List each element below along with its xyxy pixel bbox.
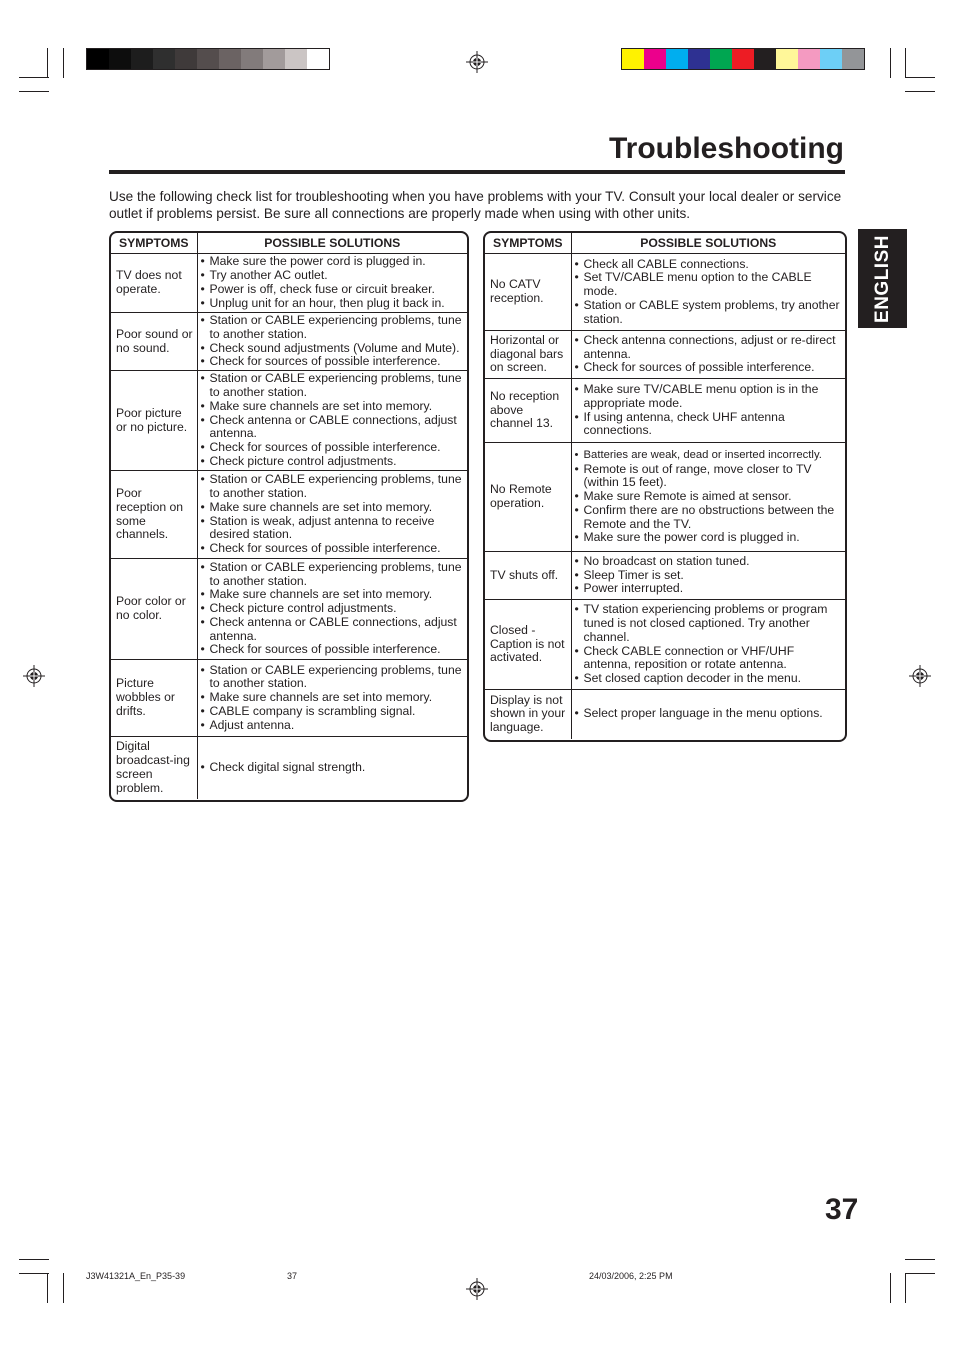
solution-item: • Check digital signal strength. (201, 761, 465, 775)
solutions-cell (197, 660, 467, 737)
solutions-list (198, 561, 468, 658)
solution-item: • TV station experiencing problems or program tuned is not closed captioned. Try another channel. (575, 603, 843, 644)
solutions-list (572, 603, 846, 686)
crop-mark (890, 1273, 891, 1303)
symptoms-header: SYMPTOMS (111, 233, 197, 254)
table-row (111, 254, 467, 313)
crop-mark (905, 1273, 906, 1303)
symptom-cell: Poor picture or no picture. (111, 371, 197, 471)
solution-item: • Check for sources of possible interference. (201, 542, 465, 556)
solution-item: • Adjust antenna. (201, 719, 465, 733)
symptom-cell: Poor reception on some channels. (111, 471, 197, 559)
color-swatch (798, 49, 820, 69)
table-row (485, 331, 845, 379)
table-row (485, 690, 845, 739)
color-swatch (644, 49, 666, 69)
solutions-header: POSSIBLE SOLUTIONS (197, 233, 467, 254)
color-swatch (263, 49, 285, 69)
symptom-cell: Digital broadcast-ing screen problem. (111, 737, 197, 799)
solutions-list (198, 314, 468, 369)
registration-mark-icon (23, 665, 45, 687)
crop-mark (47, 48, 48, 78)
color-swatch (710, 49, 732, 69)
color-swatch (842, 49, 864, 69)
color-swatch (87, 49, 109, 69)
table-row (485, 254, 845, 331)
solution-item: • Check for sources of possible interference. (201, 355, 465, 369)
language-tab (858, 229, 907, 328)
solution-item: • Power interrupted. (575, 582, 843, 596)
solutions-cell (197, 737, 467, 799)
color-swatch (307, 49, 329, 69)
crop-mark (63, 1273, 64, 1303)
table-row (111, 660, 467, 737)
crop-mark (905, 1259, 935, 1260)
solution-item: • Station or CABLE experiencing problems, tune to another station. (201, 314, 465, 342)
crop-mark (19, 77, 49, 78)
grayscale-bar (86, 48, 330, 70)
crop-mark (905, 1273, 935, 1274)
crop-mark (905, 91, 935, 92)
symptom-cell: TV does not operate. (111, 254, 197, 313)
solution-item: • Make sure Remote is aimed at sensor. (575, 490, 843, 504)
color-swatch (219, 49, 241, 69)
solution-item: • Station or CABLE experiencing problems, tune to another station. (201, 372, 465, 400)
solution-item: • Make sure TV/CABLE menu option is in the appropriate mode. (575, 383, 843, 411)
color-swatch (776, 49, 798, 69)
crop-mark (47, 1273, 48, 1303)
solution-item: • Station or CABLE experiencing problems, tune to another station. (201, 664, 465, 692)
title-rule (109, 170, 845, 174)
solution-item: • No broadcast on station tuned. (575, 555, 843, 569)
solution-item: • Try another AC outlet. (201, 269, 465, 283)
symptom-cell: Poor sound or no sound. (111, 313, 197, 371)
color-swatch (285, 49, 307, 69)
solution-item: • Station or CABLE experiencing problems, tune to another station. (201, 561, 465, 589)
table-row (485, 443, 845, 552)
crop-mark (905, 48, 906, 78)
color-swatch (622, 49, 644, 69)
symptom-cell: No reception above channel 13. (485, 379, 571, 443)
solutions-list (198, 761, 468, 775)
color-swatch (109, 49, 131, 69)
solutions-list (572, 383, 846, 438)
solutions-cell (197, 471, 467, 559)
solution-item: • Remote is out of range, move closer to TV (within 15 feet). (575, 463, 843, 491)
solutions-cell (197, 313, 467, 371)
symptom-cell: No CATV reception. (485, 254, 571, 331)
solution-item: • Check sound adjustments (Volume and Mute). (201, 342, 465, 356)
solutions-list (198, 255, 468, 310)
solutions-cell (571, 379, 845, 443)
solutions-cell (197, 371, 467, 471)
solutions-list (198, 473, 468, 556)
color-swatch (241, 49, 263, 69)
symptom-cell: TV shuts off. (485, 552, 571, 600)
solutions-cell (571, 690, 845, 739)
solution-item: • Unplug unit for an hour, then plug it back in. (201, 297, 465, 311)
registration-mark-icon (466, 51, 488, 73)
solutions-cell (571, 600, 845, 690)
registration-mark-icon (909, 665, 931, 687)
intro-paragraph: Use the following check list for troubleshooting when you have problems with your TV. Consult your local dealer or service outlet if problems persist. Be sure all connections are properly made when using with other units. (109, 189, 842, 221)
solutions-cell (571, 254, 845, 331)
symptom-cell: Display is not shown in your language. (485, 690, 571, 739)
solution-item: • Station is weak, adjust antenna to receive desired station. (201, 515, 465, 543)
color-swatch (688, 49, 710, 69)
table-row (111, 559, 467, 660)
table-row (485, 600, 845, 690)
crop-mark (19, 1259, 49, 1260)
solutions-list (572, 449, 846, 546)
solutions-cell (571, 443, 845, 552)
registration-mark-icon (466, 1278, 488, 1300)
crop-mark (890, 48, 891, 78)
solutions-cell (197, 559, 467, 660)
table-row (111, 471, 467, 559)
solutions-list (572, 707, 846, 721)
troubleshooting-table-right (483, 231, 847, 742)
footer-file: J3W41321A_En_P35-39 (86, 1271, 186, 1281)
color-swatch (732, 49, 754, 69)
solution-item: • Make sure channels are set into memory. (201, 691, 465, 705)
solution-item: • Check for sources of possible interference. (201, 441, 465, 455)
solution-item: • Make sure channels are set into memory. (201, 588, 465, 602)
solution-item: • Make sure the power cord is plugged in. (575, 531, 843, 545)
solutions-cell (571, 552, 845, 600)
symptoms-header: SYMPTOMS (485, 233, 571, 254)
troubleshooting-table-left (109, 231, 469, 802)
solution-item: • Make sure channels are set into memory. (201, 400, 465, 414)
solution-item: • Check for sources of possible interference. (201, 643, 465, 657)
symptom-cell: Poor color or no color. (111, 559, 197, 660)
color-swatch (175, 49, 197, 69)
footer-date: 24/03/2006, 2:25 PM (589, 1271, 673, 1281)
solution-item: • Check picture control adjustments. (201, 602, 465, 616)
table-row (111, 371, 467, 471)
solutions-cell (197, 254, 467, 313)
solution-item: • Confirm there are no obstructions between the Remote and the TV. (575, 504, 843, 532)
solution-item: • Sleep Timer is set. (575, 569, 843, 583)
crop-mark (905, 77, 935, 78)
symptom-cell: Picture wobbles or drifts. (111, 660, 197, 737)
color-bar (621, 48, 865, 70)
solution-item: • Set closed caption decoder in the menu. (575, 672, 843, 686)
solution-item: • Station or CABLE experiencing problems, tune to another station. (201, 473, 465, 501)
solutions-list (198, 664, 468, 733)
solution-item: • Check for sources of possible interference. (575, 361, 843, 375)
solution-item: • Select proper language in the menu options. (575, 707, 843, 721)
solution-item: • Check antenna or CABLE connections, adjust antenna. (201, 616, 465, 644)
color-swatch (131, 49, 153, 69)
color-swatch (820, 49, 842, 69)
solutions-list (198, 372, 468, 469)
solutions-list (572, 334, 846, 375)
solution-item: • If using antenna, check UHF antenna connections. (575, 411, 843, 439)
solution-item: • Power is off, check fuse or circuit breaker. (201, 283, 465, 297)
solution-item: • Check picture control adjustments. (201, 455, 465, 469)
footer-page: 37 (287, 1271, 298, 1281)
table-row (485, 379, 845, 443)
solutions-cell (571, 331, 845, 379)
solution-item: • Make sure channels are set into memory. (201, 501, 465, 515)
solution-item: • Batteries are weak, dead or inserted incorrectly. (575, 449, 843, 463)
table-row (485, 552, 845, 600)
crop-mark (63, 48, 64, 78)
solution-item: • Make sure the power cord is plugged in. (201, 255, 465, 269)
language-tab-label: ENGLISH (871, 234, 893, 323)
color-swatch (666, 49, 688, 69)
solutions-list (572, 258, 846, 327)
crop-mark (19, 91, 49, 92)
color-swatch (754, 49, 776, 69)
solution-item: • Set TV/CABLE menu option to the CABLE mode. (575, 271, 843, 299)
symptom-cell: No Remote operation. (485, 443, 571, 552)
solution-item: • Check CABLE connection or VHF/UHF antenna, reposition or rotate antenna. (575, 645, 843, 673)
solution-item: • Check antenna connections, adjust or re-direct antenna. (575, 334, 843, 362)
color-swatch (197, 49, 219, 69)
solution-item: • Station or CABLE system problems, try another station. (575, 299, 843, 327)
crop-mark (19, 1273, 49, 1274)
page-number: 37 (825, 1193, 859, 1226)
symptom-cell: Closed - Caption is not activated. (485, 600, 571, 690)
solution-item: • CABLE company is scrambling signal. (201, 705, 465, 719)
solution-item: • Check all CABLE connections. (575, 258, 843, 272)
solutions-list (572, 555, 846, 596)
color-swatch (153, 49, 175, 69)
solutions-header: POSSIBLE SOLUTIONS (571, 233, 845, 254)
table-row (111, 313, 467, 371)
symptom-cell: Horizontal or diagonal bars on screen. (485, 331, 571, 379)
table-row (111, 737, 467, 799)
solution-item: • Check antenna or CABLE connections, adjust antenna. (201, 414, 465, 442)
page-title: Troubleshooting (609, 132, 844, 165)
